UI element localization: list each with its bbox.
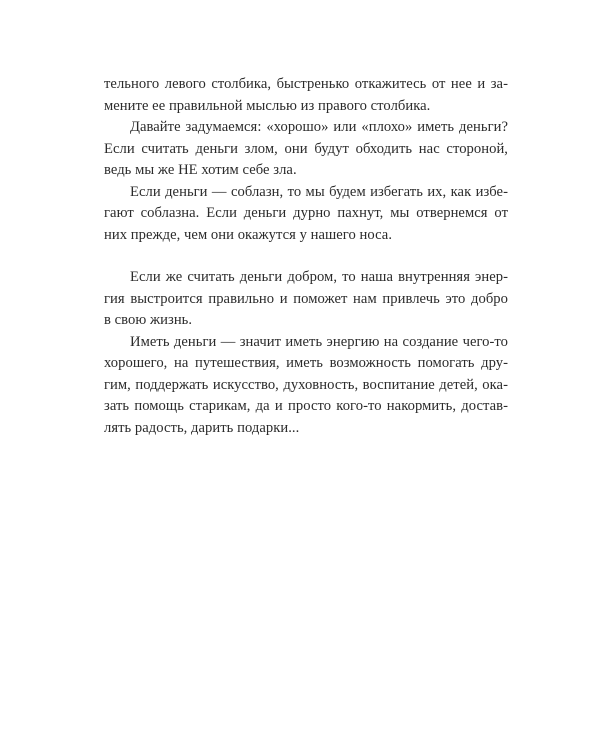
text-line: ведь мы же НЕ хотим себе зла. xyxy=(104,162,297,178)
text-line: Если же считать деньги добром, то наша внутренняя энер- xyxy=(130,269,508,285)
text-line: мените ее правильной мыслью из правого столбика. xyxy=(104,97,431,114)
body-text xyxy=(104,74,508,439)
text-line: Если деньги — соблазн, то мы будем избегать их, как избе- xyxy=(130,183,508,200)
text-line: лять радость, дарить подарки... xyxy=(104,419,300,436)
text-line: гим, поддержать искусство, духовность, воспитание детей, ока- xyxy=(104,376,508,393)
text-line: зать помощь старикам, да и просто кого-то накормить, достав- xyxy=(104,398,508,414)
text-line: гия выстроится правильно и поможет нам привлечь это добро xyxy=(104,290,508,307)
text-line: гают соблазна. Если деньги дурно пахнут, мы отвернемся от xyxy=(104,205,508,221)
paragraph-2 xyxy=(104,117,508,182)
text-line: Давайте задумаемся: «хорошо» или «плохо» иметь деньги? xyxy=(130,119,508,135)
paragraph-5 xyxy=(104,332,508,440)
text-line: тельного левого столбика, быстренько откажитесь от нее и за- xyxy=(104,76,508,92)
paragraph-4 xyxy=(104,267,508,332)
paragraph-3 xyxy=(104,182,508,247)
text-line: в свою жизнь. xyxy=(104,312,193,328)
paragraph-1 xyxy=(104,74,508,117)
text-line: Если считать деньги злом, они будут обходить нас стороной, xyxy=(104,140,508,157)
text-line: хорошего, на путешествия, иметь возможность помогать дру- xyxy=(104,355,508,371)
text-line: Иметь деньги — значит иметь энергию на создание чего-то xyxy=(130,333,508,350)
paragraph-spacer xyxy=(104,246,508,267)
text-line: них прежде, чем они окажутся у нашего носа. xyxy=(104,226,393,243)
